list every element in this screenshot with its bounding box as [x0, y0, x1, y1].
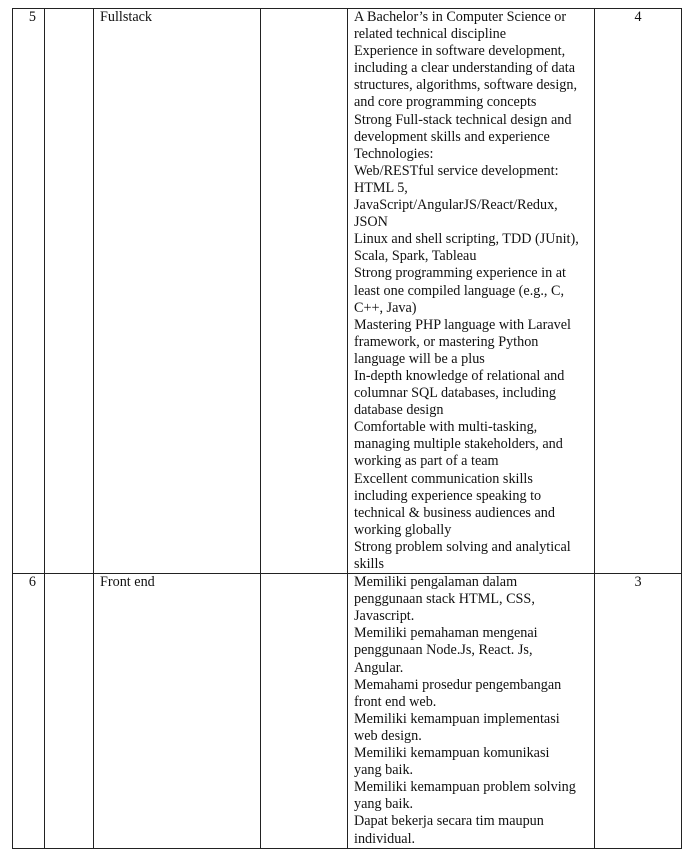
empty-cell [261, 574, 348, 849]
requirement-line: Technologies: [354, 145, 434, 162]
requirement-line: front end web. [354, 693, 437, 710]
requirement-line: penggunaan Node.Js, React. Js, [354, 642, 533, 659]
requirement-line: Web/RESTful service development: [354, 162, 559, 179]
requirement-line: skills [354, 556, 384, 572]
requirement-line: Javascript. [354, 608, 415, 625]
requirement-line: Mastering PHP language with Laravel [354, 316, 571, 333]
requirement-line: technical & business audiences and [354, 504, 555, 521]
requirement-line: and core programming concepts [354, 94, 537, 111]
requirements-cell [348, 9, 595, 574]
requirements-cell [348, 574, 595, 849]
requirement-line: Memiliki kemampuan problem solving [354, 779, 576, 796]
requirement-line: JavaScript/AngularJS/React/Redux, [354, 197, 558, 214]
empty-cell [45, 574, 94, 849]
position-name: Fullstack [94, 9, 261, 574]
requirement-line: Memiliki kemampuan implementasi [354, 710, 560, 727]
job-requirements-table [12, 8, 682, 849]
requirement-line: Linux and shell scripting, TDD (JUnit), [354, 231, 579, 248]
requirement-line: In-depth knowledge of relational and [354, 367, 565, 384]
requirement-line: Strong programming experience in at [354, 265, 566, 282]
requirement-line: Memiliki pengalaman dalam [354, 574, 518, 591]
requirement-line: working globally [354, 521, 452, 538]
requirement-line: structures, algorithms, software design, [354, 77, 578, 94]
empty-cell [45, 9, 94, 574]
requirement-line: Angular. [354, 659, 404, 676]
requirement-line: Memiliki kemampuan komunikasi [354, 745, 550, 762]
requirement-line: Comfortable with multi-tasking, [354, 419, 538, 436]
requirement-line: Dapat bekerja secara tim maupun [354, 813, 544, 830]
requirement-line: including a clear understanding of data [354, 60, 576, 77]
table-row [13, 574, 682, 849]
table-row [13, 9, 682, 574]
count-cell: 3 [595, 574, 682, 849]
requirement-line: development skills and experience [354, 128, 550, 145]
requirement-line: individual. [354, 830, 416, 847]
requirement-line: least one compiled language (e.g., C, [354, 282, 564, 299]
requirement-line: working as part of a team [354, 453, 499, 470]
requirement-line: including experience speaking to [354, 487, 542, 504]
requirement-line: web design. [354, 727, 422, 744]
requirement-line: HTML 5, [354, 179, 408, 196]
requirement-line: columnar SQL databases, including [354, 385, 556, 402]
requirement-line: related technical discipline [354, 26, 507, 43]
requirement-line: penggunaan stack HTML, CSS, [354, 591, 535, 608]
requirement-line: Experience in software development, [354, 43, 566, 60]
requirement-line: yang baik. [354, 762, 414, 779]
requirement-line: Excellent communication skills [354, 470, 533, 487]
requirement-line: Memahami prosedur pengembangan [354, 676, 562, 693]
requirement-line: A Bachelor’s in Computer Science or [354, 9, 567, 25]
requirement-line: Strong problem solving and analytical [354, 538, 571, 555]
requirement-line: Memiliki pemahaman mengenai [354, 625, 538, 642]
requirement-line: Scala, Spark, Tableau [354, 248, 477, 265]
requirement-line: database design [354, 402, 444, 419]
requirement-line: JSON [354, 214, 388, 231]
requirement-line: framework, or mastering Python [354, 333, 539, 350]
requirement-line: Strong Full-stack technical design and [354, 111, 572, 128]
empty-cell [261, 9, 348, 574]
row-number: 5 [13, 9, 45, 574]
requirement-line: language will be a plus [354, 350, 485, 367]
requirement-line: managing multiple stakeholders, and [354, 436, 563, 453]
count-cell: 4 [595, 9, 682, 574]
requirement-line: C++, Java) [354, 299, 417, 316]
row-number: 6 [13, 574, 45, 849]
requirement-line: yang baik. [354, 796, 414, 813]
position-name: Front end [94, 574, 261, 849]
